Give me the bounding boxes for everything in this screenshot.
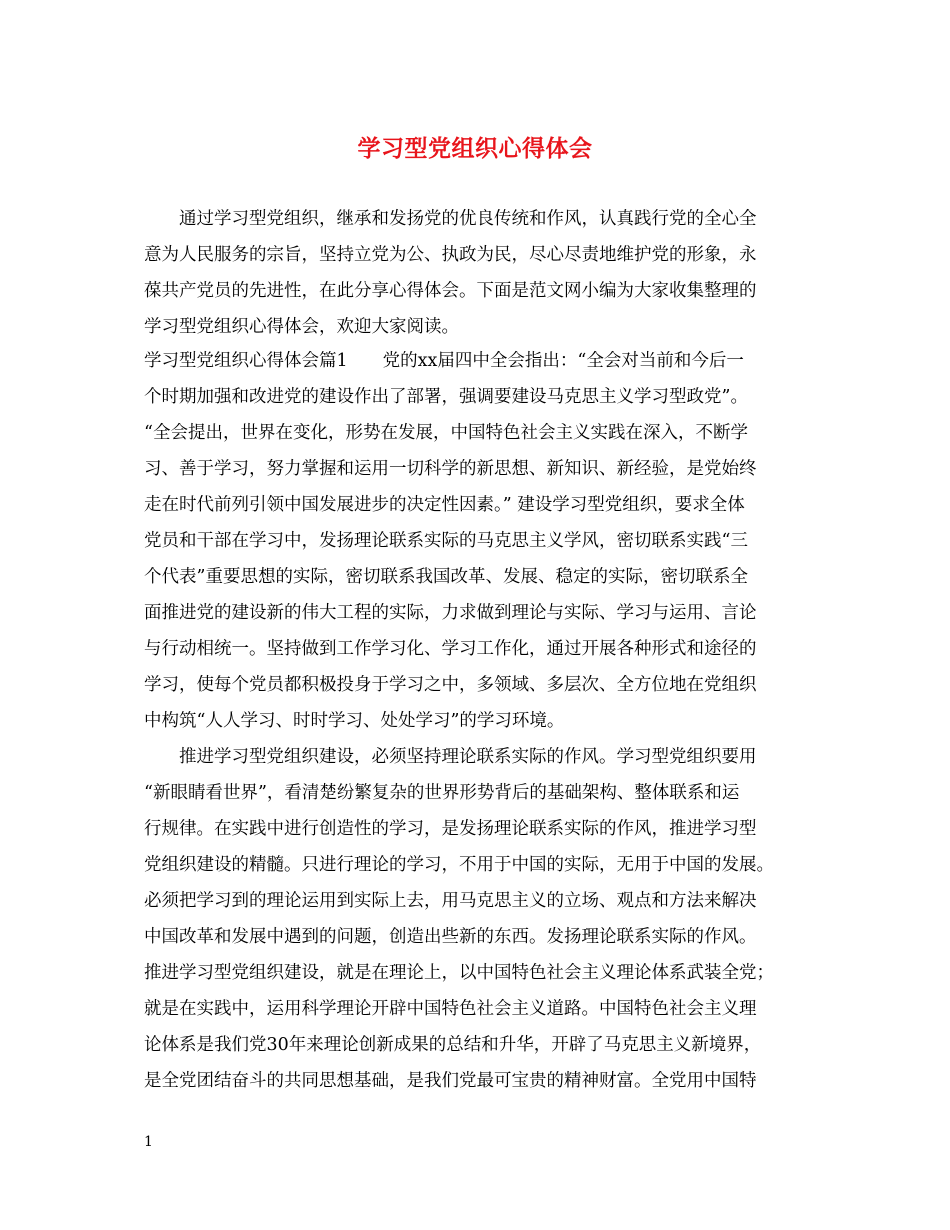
body-line: 学习型党组织心得体会，欢迎大家阅读。 <box>144 317 459 337</box>
page-number: 1 <box>144 1134 153 1150</box>
body-line: 走在时代前列引领中国发展进步的决定性因素。” 建设学习型党组织，要求全体 <box>144 495 745 515</box>
body-line: 是全党团结奋斗的共同思想基础，是我们党最可宝贵的精神财富。全党用中国特 <box>144 1071 757 1091</box>
body-line: 行规律。在实践中进行创造性的学习，是发扬理论联系实际的作风，推进学习型 <box>144 819 757 839</box>
body-line: 面推进党的建设新的伟大工程的实际，力求做到理论与实际、学习与运用、言论 <box>144 603 757 623</box>
body-line: 与行动相统一。坚持做到工作学习化、学习工作化，通过开展各种形式和途径的 <box>144 639 757 659</box>
body-line: 葆共产党员的先进性，在此分享心得体会。下面是范文网小编为大家收集整理的 <box>144 281 757 301</box>
document-title: 学习型党组织心得体会 <box>357 135 593 162</box>
body-line: 习、善于学习，努力掌握和运用一切科学的新思想、新知识、新经验，是党始终 <box>144 459 757 479</box>
body-line: 必须把学习到的理论运用到实际上去，用马克思主义的立场、观点和方法来解决 <box>144 891 757 911</box>
body-line: 个代表”重要思想的实际，密切联系我国改革、发展、稳定的实际，密切联系全 <box>144 567 748 587</box>
body-line: “全会提出，世界在变化，形势在发展，中国特色社会主义实践在深入，不断学 <box>144 423 748 443</box>
body-line: “新眼睛看世界”，看清楚纷繁复杂的世界形势背后的基础架构、整体联系和运 <box>144 783 740 803</box>
body-line: 个时期加强和改进党的建设作出了部署，强调要建设马克思主义学习型政党”。 <box>144 387 748 407</box>
body-line: 党组织建设的精髓。只进行理论的学习，不用于中国的实际，无用于中国的发展。 <box>144 855 774 875</box>
body-line: 推进学习型党组织建设，就是在理论上，以中国特色社会主义理论体系武装全党； <box>144 963 774 983</box>
body-line: 就是在实践中，运用科学理论开辟中国特色社会主义道路。中国特色社会主义理 <box>144 999 757 1019</box>
body-line: 意为人民服务的宗旨，坚持立党为公、执政为民，尽心尽责地维护党的形象，永 <box>144 245 757 265</box>
body-line: 中构筑“人人学习、时时学习、处处学习”的学习环境。 <box>144 711 565 731</box>
body-line: 学习型党组织心得体会篇1 党的xx届四中全会指出：“全会对当前和今后一 <box>144 351 744 371</box>
body-line: 推进学习型党组织建设，必须坚持理论联系实际的作风。学习型党组织要用 <box>144 747 757 767</box>
body-line: 论体系是我们党30年来理论创新成果的总结和升华，开辟了马克思主义新境界， <box>144 1035 762 1055</box>
body-line: 中国改革和发展中遇到的问题，创造出些新的东西。发扬理论联系实际的作风。 <box>144 927 757 947</box>
body-line: 党员和干部在学习中，发扬理论联系实际的马克思主义学风，密切联系实践“三 <box>144 531 748 551</box>
body-line: 学习，使每个党员都积极投身于学习之中，多领域、多层次、全方位地在党组织 <box>144 675 757 695</box>
body-line: 通过学习型党组织，继承和发扬党的优良传统和作风，认真践行党的全心全 <box>144 209 757 229</box>
